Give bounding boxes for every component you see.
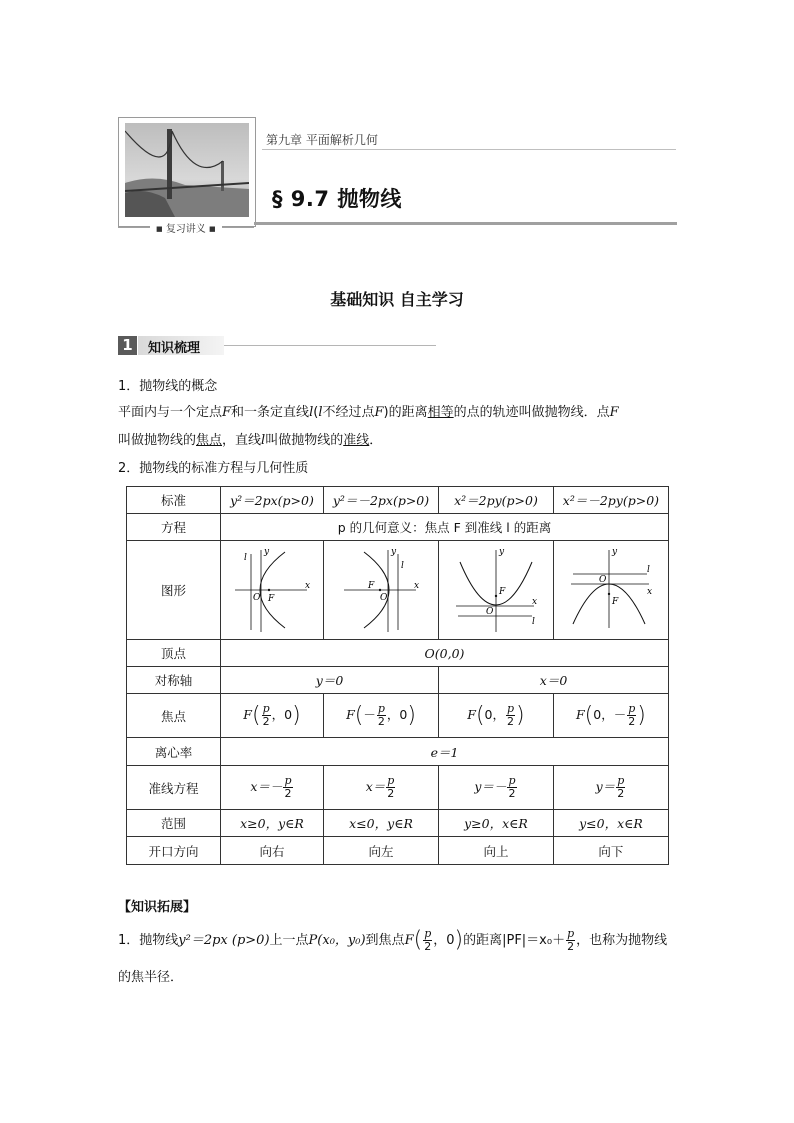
row-label-graph: 图形 — [127, 541, 221, 640]
focus-cell: F(0，－ $\frac{p}{2}$ ) — [553, 694, 668, 738]
row-label-focus: 焦点 — [127, 694, 221, 738]
eccentricity-cell: e＝1 — [221, 738, 669, 766]
row-label-range: 范围 — [127, 810, 221, 837]
axis-y-label: y — [498, 547, 505, 557]
range-cell: y≥0，x∈R — [439, 810, 554, 837]
row-label-directrix: 准线方程 — [127, 766, 221, 810]
table-row — [127, 487, 669, 514]
opening-cell: 向左 — [323, 837, 438, 865]
table-row — [127, 541, 669, 640]
graph-cell-left — [323, 541, 438, 640]
focus-cell: F(－ $\frac{p}{2}$ ，0) — [323, 694, 438, 738]
table-row — [127, 810, 669, 837]
table-heading: 2．抛物线的标准方程与几何性质 — [118, 461, 309, 476]
row-label-axis: 对称轴 — [127, 667, 221, 694]
graph-cell-down — [553, 541, 668, 640]
concept-line-1: 平面内与一个定点F和一条定直线l(l不经过点F)的距离相等的点的轨迹叫做抛物线．点F — [118, 405, 619, 420]
directrix-cell: x＝－ $\frac{p}{2}$ — [221, 766, 324, 810]
origin-label: O — [485, 607, 494, 617]
focus-cell: F( $\frac{p}{2}$ ，0) — [221, 694, 324, 738]
table-row — [127, 514, 669, 541]
range-cell: x≥0，y∈R — [221, 810, 324, 837]
axis-y-label: y — [263, 547, 270, 557]
focus-term: 焦点 — [196, 433, 223, 448]
extension-title: 【知识拓展】 — [118, 900, 197, 915]
axis-y-label: y — [611, 547, 618, 557]
directrix-label: l — [531, 617, 535, 627]
focus-label: F — [498, 587, 506, 597]
directrix-label: l — [401, 561, 404, 571]
table-row — [127, 694, 669, 738]
review-notes-ribbon: ■ 复习讲义 ■ — [150, 220, 222, 235]
axis-x-label: x — [646, 587, 652, 597]
knowledge-bar-number: 1 — [118, 336, 137, 355]
golden-gate-bridge-photo — [125, 123, 249, 217]
part-title: 基础知识 自主学习 — [330, 290, 464, 309]
axis-cell: x＝0 — [439, 667, 669, 694]
axis-x-label: x — [304, 581, 311, 591]
origin-label: O — [380, 593, 388, 603]
knowledge-bar-line — [224, 345, 436, 346]
equal-term: 相等 — [427, 405, 454, 420]
focus-label: F — [611, 597, 619, 607]
equation-cell: x²＝－2py(p>0) — [553, 487, 668, 514]
directrix-label: l — [646, 565, 650, 575]
directrix-cell: x＝ $\frac{p}{2}$ — [323, 766, 438, 810]
axis-y-label: y — [391, 547, 397, 557]
directrix-label: l — [243, 553, 247, 563]
chapter-divider — [262, 149, 676, 150]
focus-label: F — [368, 581, 375, 591]
table-row — [127, 837, 669, 865]
range-cell: x≤0，y∈R — [323, 810, 438, 837]
opening-cell: 向右 — [221, 837, 324, 865]
row-label-eccentricity: 离心率 — [127, 738, 221, 766]
equation-cell: y²＝－2px(p>0) — [323, 487, 438, 514]
axis-x-label: x — [531, 597, 538, 607]
chapter-label: 第九章 平面解析几何 — [266, 133, 378, 147]
range-cell: y≤0，x∈R — [553, 810, 668, 837]
vertex-cell: O(0,0) — [221, 640, 669, 667]
parabola-properties-table — [126, 486, 669, 865]
concept-line-2: 叫做抛物线的焦点，直线l叫做抛物线的准线． — [118, 433, 383, 448]
concept-heading: 1．抛物线的概念 — [118, 379, 218, 394]
directrix-cell: y＝－ $\frac{p}{2}$ — [439, 766, 554, 810]
axis-x-label: x — [414, 581, 420, 591]
extension-line-2: 的焦半径． — [118, 970, 184, 985]
row-label-standard-2: 方程 — [127, 514, 221, 541]
title-rule — [254, 222, 677, 225]
graph-cell-right — [221, 541, 324, 640]
chapter-photo-frame — [118, 117, 256, 227]
table-row — [127, 738, 669, 766]
equation-cell: x²＝2py(p>0) — [439, 487, 554, 514]
row-label-standard-1: 标准 — [127, 487, 221, 514]
graph-cell-up — [439, 541, 554, 640]
row-label-vertex: 顶点 — [127, 640, 221, 667]
directrix-cell: y＝ $\frac{p}{2}$ — [553, 766, 668, 810]
focus-label: F — [267, 594, 275, 604]
origin-label: O — [598, 575, 607, 585]
table-row — [127, 766, 669, 810]
focus-cell: F(0， $\frac{p}{2}$ ) — [439, 694, 554, 738]
opening-cell: 向下 — [553, 837, 668, 865]
table-row — [127, 667, 669, 694]
directrix-term: 准线 — [343, 433, 370, 448]
extension-line-1: 1．抛物线y²＝2px (p>0)上一点P(x₀，y₀)到焦点F( $\frac{p}{2}$ ，0)的距离|PF|＝x₀＋ $\frac{p}{2}$ ，也称为抛物线 — [118, 927, 668, 953]
section-title: § 9.7 抛物线 — [272, 187, 402, 211]
table-row — [127, 640, 669, 667]
equation-cell: y²＝2px(p>0) — [221, 487, 324, 514]
knowledge-bar-title: 知识梳理 — [148, 341, 201, 356]
p-meaning-cell: p 的几何意义：焦点 F 到准线 l 的距离 — [221, 514, 669, 541]
axis-cell: y＝0 — [221, 667, 439, 694]
opening-cell: 向上 — [439, 837, 554, 865]
origin-label: O — [252, 593, 261, 603]
row-label-opening: 开口方向 — [127, 837, 221, 865]
